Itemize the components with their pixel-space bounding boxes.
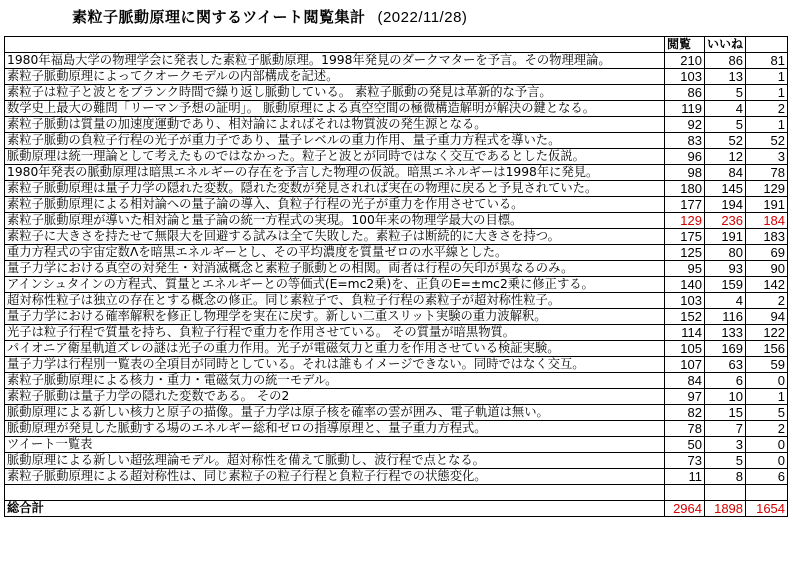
retweets-count: 1 bbox=[746, 85, 788, 101]
likes-count: 5 bbox=[705, 85, 746, 101]
tweet-text: 光子は粒子行程で質量を持ち、負粒子行程で重力を作用させている。 その質量が暗黒物質。 bbox=[5, 325, 665, 341]
blank-row bbox=[5, 485, 788, 501]
header-views: 閲覧 bbox=[665, 37, 705, 53]
views-count: 84 bbox=[665, 373, 705, 389]
table-row bbox=[5, 277, 788, 293]
tweet-text: 量子力学は行程別一覧表の全項目が同時としている。それは誰もイメージできない。同時ではなく交互。 bbox=[5, 357, 665, 373]
likes-count: 7 bbox=[705, 421, 746, 437]
table-row bbox=[5, 293, 788, 309]
retweets-count: 1 bbox=[746, 69, 788, 85]
views-count: 97 bbox=[665, 389, 705, 405]
likes-count: 191 bbox=[705, 229, 746, 245]
views-count: 107 bbox=[665, 357, 705, 373]
tweet-text: 素粒子脈動原理によってクオークモデルの内部構成を記述。 bbox=[5, 69, 665, 85]
table-row bbox=[5, 181, 788, 197]
table-row bbox=[5, 149, 788, 165]
retweets-count: 81 bbox=[746, 53, 788, 69]
retweets-count: 191 bbox=[746, 197, 788, 213]
tweet-text: 脈動原理は統一理論として考えたものではなかった。粒子と波とが同時ではなく交互であるとした仮説。 bbox=[5, 149, 665, 165]
views-count: 129 bbox=[665, 213, 705, 229]
retweets-count: 1 bbox=[746, 389, 788, 405]
views-count: 83 bbox=[665, 133, 705, 149]
table-row bbox=[5, 197, 788, 213]
likes-count: 93 bbox=[705, 261, 746, 277]
tweet-text: パイオニア衛星軌道ズレの謎は光子の重力作用。光子が電磁気力と重力を作用させている検証実験。 bbox=[5, 341, 665, 357]
tweet-text: 1980年福島大学の物理学会に発表した素粒子脈動原理。1998年発見のダークマターを予言。その物理理論。 bbox=[5, 53, 665, 69]
total-row bbox=[5, 501, 788, 517]
total-label: 総合計 bbox=[5, 501, 665, 517]
views-count: 11 bbox=[665, 469, 705, 485]
views-count: 103 bbox=[665, 69, 705, 85]
tweet-stats-table bbox=[4, 36, 788, 517]
table-row bbox=[5, 357, 788, 373]
empty-cell bbox=[705, 485, 746, 501]
table-row bbox=[5, 373, 788, 389]
table-row bbox=[5, 245, 788, 261]
views-count: 73 bbox=[665, 453, 705, 469]
likes-count: 236 bbox=[705, 213, 746, 229]
likes-count: 15 bbox=[705, 405, 746, 421]
table-row bbox=[5, 469, 788, 485]
header-row bbox=[5, 37, 788, 53]
title-date: (2022/11/28) bbox=[377, 9, 468, 26]
views-count: 103 bbox=[665, 293, 705, 309]
table-row bbox=[5, 437, 788, 453]
likes-count: 5 bbox=[705, 453, 746, 469]
views-count: 82 bbox=[665, 405, 705, 421]
likes-count: 194 bbox=[705, 197, 746, 213]
retweets-count: 156 bbox=[746, 341, 788, 357]
tweet-text: 素粒子脈動原理は量子力学の隠れた変数。隠れた変数が発見されれば実在の物理に戻ると予見されていた。 bbox=[5, 181, 665, 197]
views-count: 210 bbox=[665, 53, 705, 69]
table-row bbox=[5, 53, 788, 69]
likes-count: 63 bbox=[705, 357, 746, 373]
tweet-text: 脈動原理が発見した脈動する場のエネルギー総和ゼロの指導原理と、量子重力方程式。 bbox=[5, 421, 665, 437]
empty-cell bbox=[665, 485, 705, 501]
table-row bbox=[5, 421, 788, 437]
tweet-text: 脈動原理による新しい核力と原子の描像。量子力学は原子核を確率の雲が囲み、電子軌道は無い。 bbox=[5, 405, 665, 421]
views-count: 96 bbox=[665, 149, 705, 165]
retweets-count: 0 bbox=[746, 373, 788, 389]
likes-count: 145 bbox=[705, 181, 746, 197]
likes-count: 10 bbox=[705, 389, 746, 405]
total-views: 2964 bbox=[665, 501, 705, 517]
tweet-text: 重力方程式の宇宙定数Λを暗黒エネルギーとし、その平均濃度を質量ゼロの水平線とした。 bbox=[5, 245, 665, 261]
retweets-count: 6 bbox=[746, 469, 788, 485]
title-text: 素粒子脈動原理に関するツイート閲覧集計 bbox=[72, 8, 366, 26]
table-row bbox=[5, 133, 788, 149]
views-count: 98 bbox=[665, 165, 705, 181]
views-count: 105 bbox=[665, 341, 705, 357]
tweet-text: アインシュタインの方程式、質量とエネルギーとの等価式(E=mc2乗)を、正負のE=±mc2乗に修正する。 bbox=[5, 277, 665, 293]
tweet-text: 1980年発表の脈動原理は暗黒エネルギーの存在を予言した物理の仮説。暗黒エネルギーは1998年に発見。 bbox=[5, 165, 665, 181]
retweets-count: 52 bbox=[746, 133, 788, 149]
likes-count: 169 bbox=[705, 341, 746, 357]
retweets-count: 183 bbox=[746, 229, 788, 245]
retweets-count: 122 bbox=[746, 325, 788, 341]
retweets-count: 5 bbox=[746, 405, 788, 421]
tweet-text: 素粒子脈動は量子力学の隠れた変数である。 その2 bbox=[5, 389, 665, 405]
retweets-count: 184 bbox=[746, 213, 788, 229]
likes-count: 13 bbox=[705, 69, 746, 85]
table-row bbox=[5, 85, 788, 101]
retweets-count: 0 bbox=[746, 437, 788, 453]
tweet-text: 量子力学における真空の対発生・対消滅概念と素粒子脈動との相関。両者は行程の矢印が異なるのみ。 bbox=[5, 261, 665, 277]
empty-cell bbox=[746, 485, 788, 501]
table-row bbox=[5, 101, 788, 117]
sheet-title bbox=[72, 6, 467, 27]
table-row bbox=[5, 389, 788, 405]
header-text bbox=[5, 37, 665, 53]
views-count: 180 bbox=[665, 181, 705, 197]
views-count: 175 bbox=[665, 229, 705, 245]
likes-count: 8 bbox=[705, 469, 746, 485]
retweets-count: 78 bbox=[746, 165, 788, 181]
header-retweets bbox=[746, 37, 788, 53]
table-row bbox=[5, 213, 788, 229]
table-row bbox=[5, 69, 788, 85]
views-count: 92 bbox=[665, 117, 705, 133]
total-retweets: 1654 bbox=[746, 501, 788, 517]
header-likes: いいね bbox=[705, 37, 746, 53]
likes-count: 86 bbox=[705, 53, 746, 69]
likes-count: 116 bbox=[705, 309, 746, 325]
retweets-count: 2 bbox=[746, 293, 788, 309]
retweets-count: 0 bbox=[746, 453, 788, 469]
tweet-text: 脈動原理による新しい超弦理論モデル。超対称性を備えて脈動し、波行程で点となる。 bbox=[5, 453, 665, 469]
total-likes: 1898 bbox=[705, 501, 746, 517]
retweets-count: 69 bbox=[746, 245, 788, 261]
tweet-text: ツイート一覧表 bbox=[5, 437, 665, 453]
retweets-count: 94 bbox=[746, 309, 788, 325]
views-count: 50 bbox=[665, 437, 705, 453]
retweets-count: 2 bbox=[746, 101, 788, 117]
views-count: 114 bbox=[665, 325, 705, 341]
views-count: 86 bbox=[665, 85, 705, 101]
tweet-text: 素粒子脈動原理による相対論への量子論の導入、負粒子行程の光子が重力を作用させている。 bbox=[5, 197, 665, 213]
tweet-text: 量子力学における確率解釈を修正し物理学を実在に戻す。新しい二重スリット実験の重力波解釈。 bbox=[5, 309, 665, 325]
likes-count: 4 bbox=[705, 293, 746, 309]
table-row bbox=[5, 165, 788, 181]
views-count: 119 bbox=[665, 101, 705, 117]
tweet-text: 数学史上最大の難問「リーマン予想の証明」。 脈動原理による真空空間の極微構造解明が解決の鍵となる。 bbox=[5, 101, 665, 117]
table-row bbox=[5, 261, 788, 277]
likes-count: 12 bbox=[705, 149, 746, 165]
likes-count: 5 bbox=[705, 117, 746, 133]
retweets-count: 142 bbox=[746, 277, 788, 293]
views-count: 125 bbox=[665, 245, 705, 261]
table-row bbox=[5, 325, 788, 341]
table-row bbox=[5, 405, 788, 421]
likes-count: 84 bbox=[705, 165, 746, 181]
retweets-count: 1 bbox=[746, 117, 788, 133]
likes-count: 80 bbox=[705, 245, 746, 261]
likes-count: 159 bbox=[705, 277, 746, 293]
tweet-text: 素粒子脈動原理による超対称性は、同じ素粒子の粒子行程と負粒子行程での状態変化。 bbox=[5, 469, 665, 485]
views-count: 78 bbox=[665, 421, 705, 437]
likes-count: 4 bbox=[705, 101, 746, 117]
likes-count: 52 bbox=[705, 133, 746, 149]
tweet-text: 素粒子は粒子と波とをブランク時間で繰り返し脈動している。 素粒子脈動の発見は革新的な予言。 bbox=[5, 85, 665, 101]
table-row bbox=[5, 117, 788, 133]
tweet-text: 素粒子脈動原理による核力・重力・電磁気力の統一モデル。 bbox=[5, 373, 665, 389]
table-row bbox=[5, 229, 788, 245]
views-count: 95 bbox=[665, 261, 705, 277]
views-count: 152 bbox=[665, 309, 705, 325]
likes-count: 3 bbox=[705, 437, 746, 453]
retweets-count: 129 bbox=[746, 181, 788, 197]
retweets-count: 2 bbox=[746, 421, 788, 437]
likes-count: 6 bbox=[705, 373, 746, 389]
table-row bbox=[5, 309, 788, 325]
table-row bbox=[5, 341, 788, 357]
table-row bbox=[5, 453, 788, 469]
tweet-text: 超対称性粒子は独立の存在とする概念の修正。同じ素粒子で、負粒子行程の素粒子が超対称性粒子。 bbox=[5, 293, 665, 309]
views-count: 177 bbox=[665, 197, 705, 213]
tweet-text: 素粒子脈動は質量の加速度運動であり、相対論によればそれは物質波の発生源となる。 bbox=[5, 117, 665, 133]
retweets-count: 3 bbox=[746, 149, 788, 165]
empty-cell bbox=[5, 485, 665, 501]
retweets-count: 90 bbox=[746, 261, 788, 277]
retweets-count: 59 bbox=[746, 357, 788, 373]
views-count: 140 bbox=[665, 277, 705, 293]
tweet-text: 素粒子に大きさを持たせて無限大を回避する試みは全て失敗した。素粒子は断続的に大きさを持つ。 bbox=[5, 229, 665, 245]
tweet-text: 素粒子脈動原理が導いた相対論と量子論の統一方程式の実現。100年来の物理学最大の目標。 bbox=[5, 213, 665, 229]
tweet-text: 素粒子脈動の負粒子行程の光子が重力子であり、量子レベルの重力作用、量子重力方程式を導いた。 bbox=[5, 133, 665, 149]
likes-count: 133 bbox=[705, 325, 746, 341]
